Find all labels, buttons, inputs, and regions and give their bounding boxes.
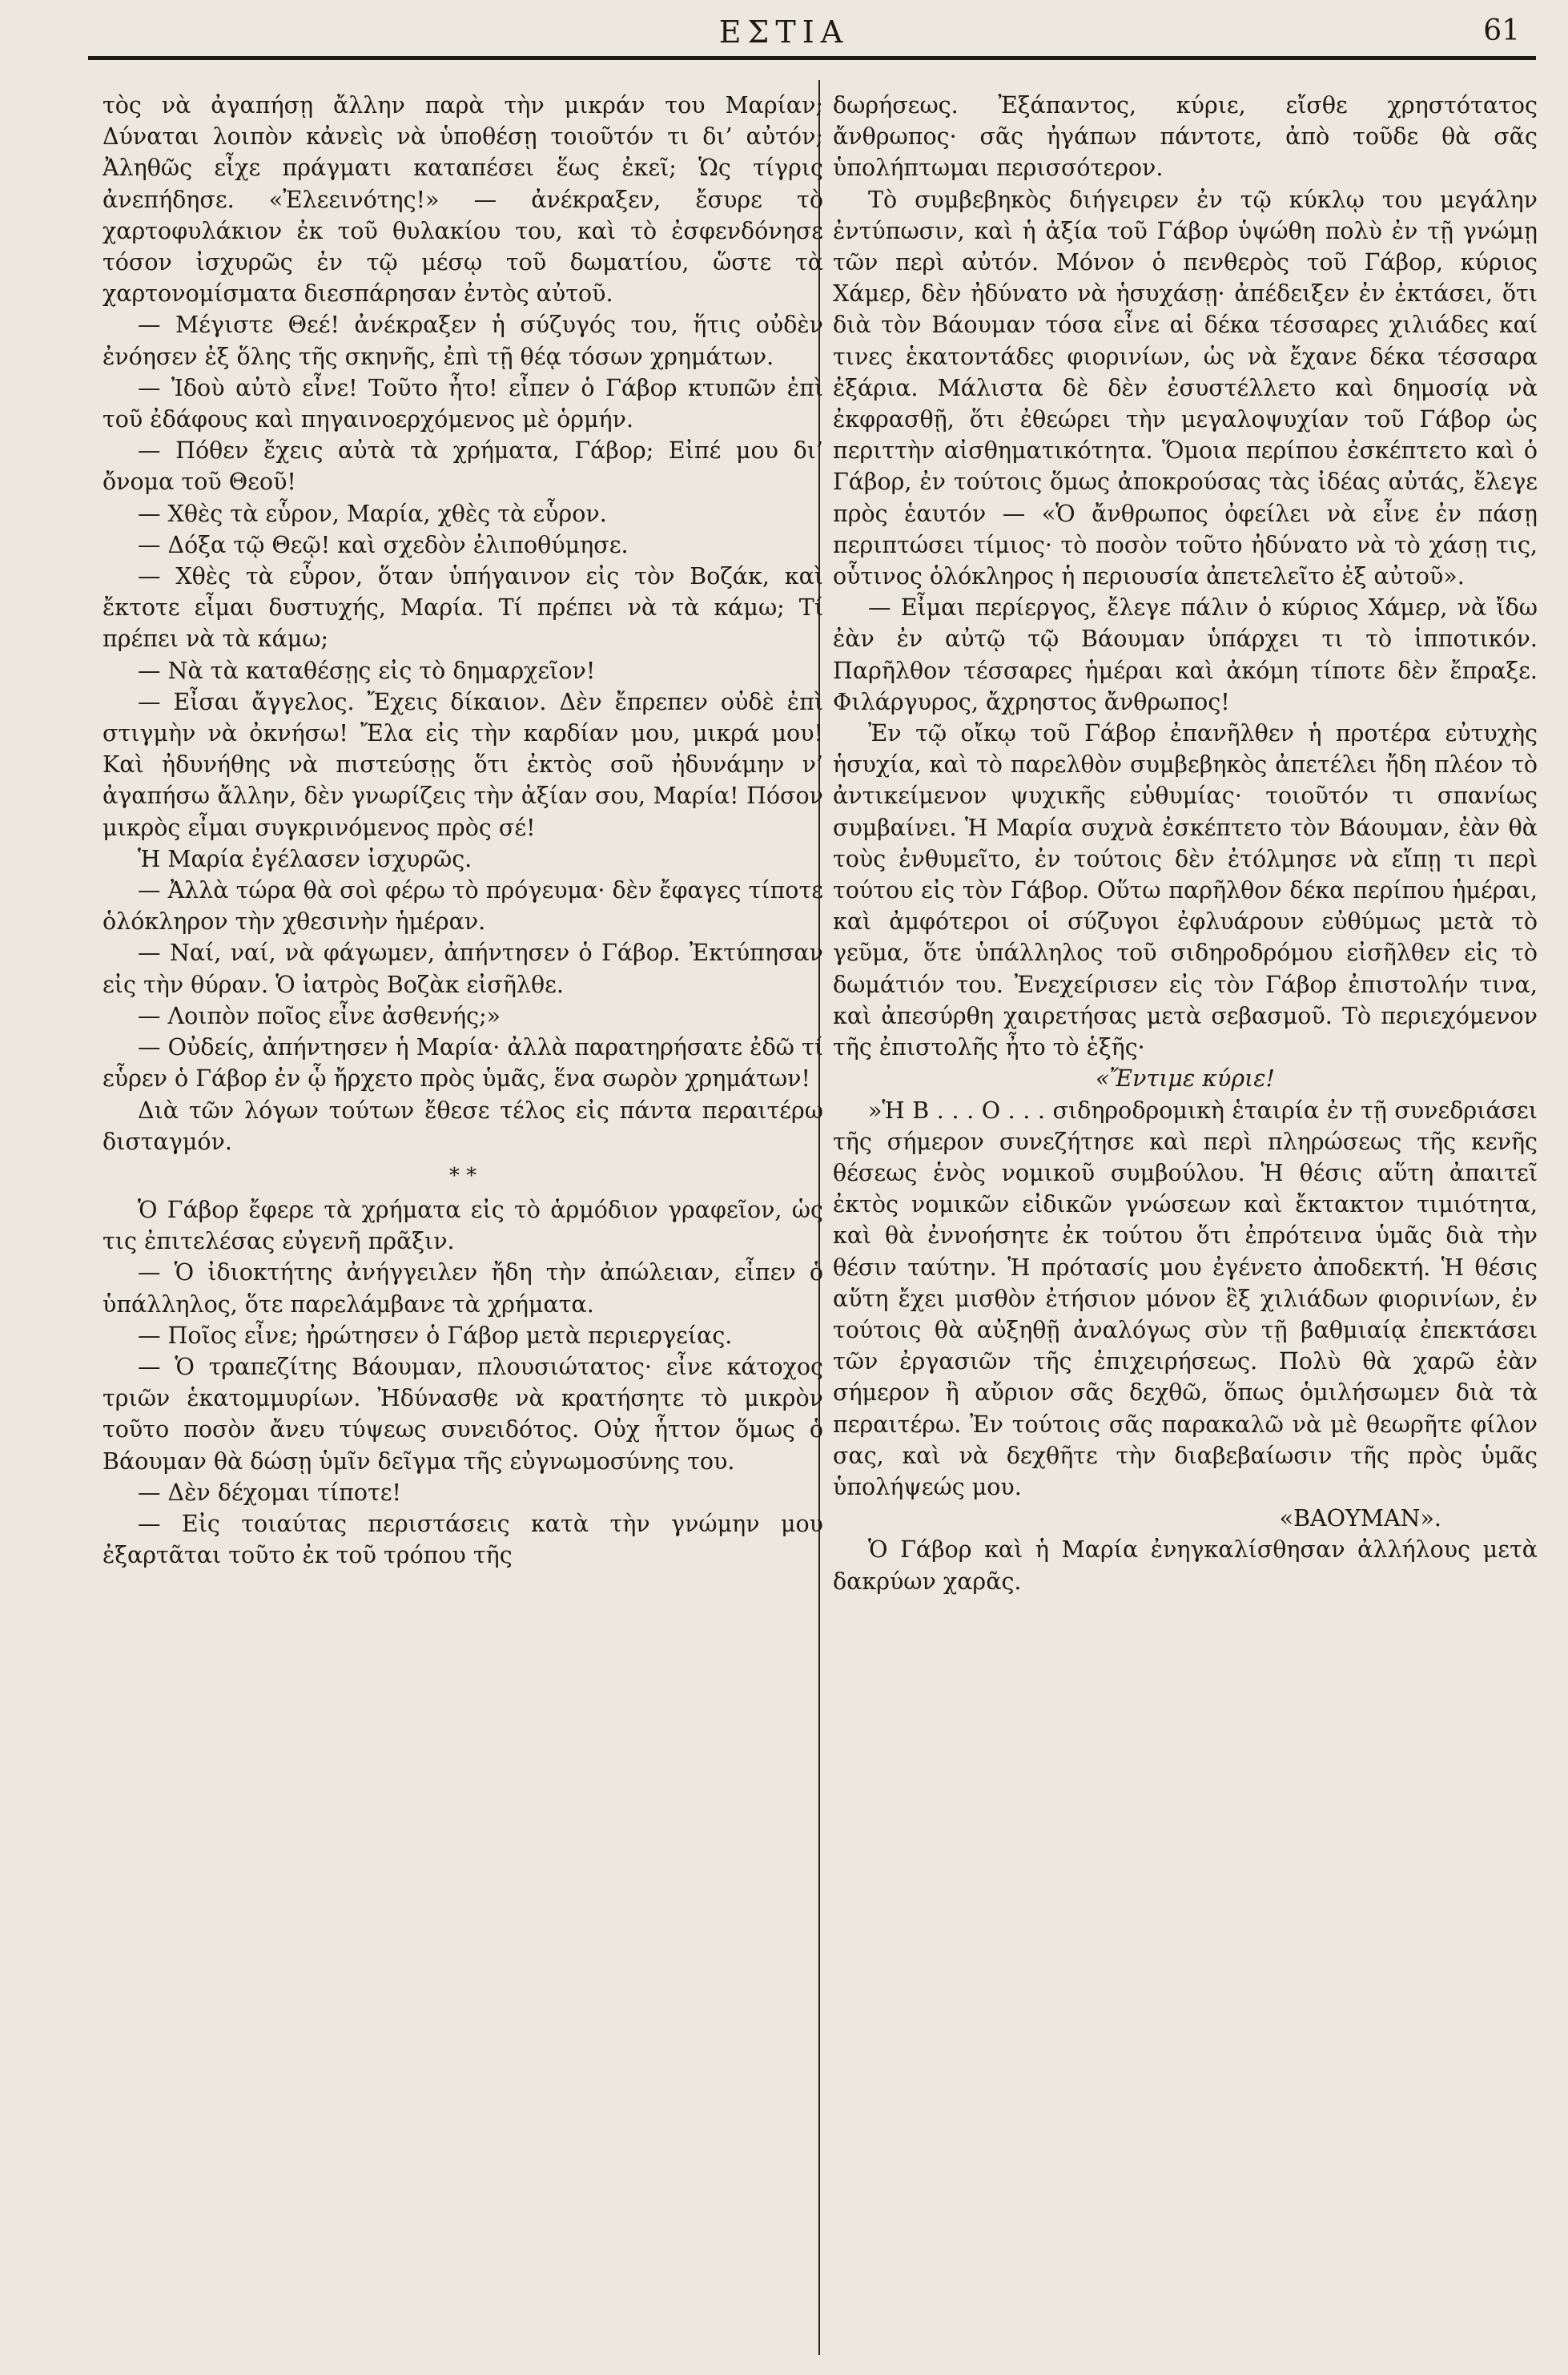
paragraph: — Ἰδοὺ αὐτὸ εἶνε! Τοῦτο ἦτο! εἶπεν ὁ Γάβορ κτυπῶν ἐπὶ τοῦ ἐδάφους καὶ πηγαινοερχόμενος μὲ ὁρμήν.: [103, 374, 823, 433]
paragraph: — Εἶσαι ἄγγελος. Ἔχεις δίκαιον. Δὲν ἔπρεπεν οὐδὲ ἐπὶ στιγμὴν νὰ ὀκνήσω! Ἔλα εἰς τὴν καρδίαν μου, μικρά μου! Καὶ ἠδυνήθης νὰ πιστεύσῃς ὅτι ἐκτὸς σοῦ ἠδυνάμην ν’ ἀγαπήσω ἄλλην, δὲν γνωρίζεις τὴν ἀξίαν σου, Μαρία! Πόσον μικρὸς εἶμαι συγκρινόμενος πρὸς σέ!: [103, 688, 823, 841]
publication-title: ΕΣΤΙΑ: [718, 14, 850, 50]
paragraph: — Χθὲς τὰ εὗρον, ὅταν ὑπήγαινον εἰς τὸν Βοζάκ, καὶ ἔκτοτε εἶμαι δυστυχής, Μαρία. Τί πρέπει νὰ τὰ κάμω; Τί πρέπει νὰ τὰ κάμω;: [103, 563, 823, 653]
paragraph: — Χθὲς τὰ εὗρον, Μαρία, χθὲς τὰ εὗρον.: [138, 500, 607, 527]
paragraph: — Λοιπὸν ποῖος εἶνε ἀσθενής;»: [138, 1002, 501, 1029]
paragraph: — Νὰ τὰ καταθέσῃς εἰς τὸ δημαρχεῖον!: [138, 657, 596, 684]
section-separator: * *: [448, 1163, 477, 1188]
paragraph: Ὁ Γάβορ ἔφερε τὰ χρήματα εἰς τὸ ἁρμόδιον γραφεῖον, ὡς τις ἐπιτελέσας εὐγενῆ πρᾶξιν.: [103, 1196, 823, 1255]
letter-signature: «ΒΑΟΥΜΑΝ».: [1279, 1505, 1441, 1532]
page-number: 61: [1483, 14, 1520, 47]
header-rule: [88, 56, 1536, 60]
paragraph: — Μέγιστε Θεέ! ἀνέκραξεν ἡ σύζυγός του, ἥτις οὐδὲν ἐνόησεν ἐξ ὅλης τῆς σκηνῆς, ἐπὶ τῇ θέᾳ τόσων χρημάτων.: [103, 312, 823, 370]
paragraph: — Πόθεν ἔχεις αὐτὰ τὰ χρήματα, Γάβορ; Εἰπέ μου δι’ ὄνομα τοῦ Θεοῦ!: [103, 437, 823, 496]
paragraph: Ὁ Γάβορ καὶ ἡ Μαρία ἐνηγκαλίσθησαν ἀλλήλους μετὰ δακρύων χαρᾶς.: [833, 1536, 1538, 1595]
paragraph: — Ἀλλὰ τώρα θὰ σοὶ φέρω τὸ πρόγευμα· δὲν ἔφαγες τίποτε ὁλόκληρον τὴν χθεσινὴν ἡμέραν.: [103, 877, 823, 936]
letter-paragraph: »Ἡ Β . . . Ο . . . σιδηροδρομικὴ ἑταιρία ἐν τῇ συνεδριάσει τῆς σήμερον συνεζήτησε καὶ περὶ πληρώσεως τῆς κενῆς θέσεως ἑνὸς νομικοῦ συμβούλου. Ἡ θέσις αὕτη ἀπαιτεῖ ἐκτὸς νομικῶν εἰδικῶν γνώσεων καὶ ἔκτακτον τιμιότητα, καὶ θὰ ἐννοήσητε ἐκ τούτου ὅτι ἐπρότεινα ὑμᾶς διὰ τὴν θέσιν ταύτην. Ἡ πρότασίς μου ἐγένετο ἀποδεκτή. Ἡ θέσις αὕτη ἔχει μισθὸν ἐτήσιον μόνον ἓξ χιλιάδων φιορινίων, ἐν τούτοις θὰ αὐξηθῇ ἀναλόγως σὺν τῇ βαθμιαίᾳ ἐπεκτάσει τῶν ἐργασιῶν τῆς ἐπιχειρήσεως. Πολὺ θὰ χαρῶ ἐὰν σήμερον ἢ αὔριον σᾶς δεχθῶ, ὅπως ὁμιλήσωμεν διὰ τὰ περαιτέρω. Ἐν τούτοις σᾶς παρακαλῶ νὰ μὲ θεωρῆτε φίλον σας, καὶ νὰ δεχθῆτε τὴν διαβεβαίωσιν τῆς πρὸς ὑμᾶς ὑπολήψεώς μου.: [833, 1097, 1538, 1500]
paragraph: Τὸ συμβεβηκὸς διήγειρεν ἐν τῷ κύκλῳ του μεγάλην ἐντύπωσιν, καὶ ἡ ἀξία τοῦ Γάβορ ὑψώθη πολὺ ἐν τῇ γνώμῃ τῶν περὶ αὐτόν. Μόνον ὁ πενθερὸς τοῦ Γάβορ, κύριος Χάμερ, δὲν ἠδύνατο νὰ ἡσυχάσῃ· ἀπέδειξεν ἐν ἐκτάσει, ὅτι διὰ τὸν Βάουμαν τόσα εἶνε αἱ δέκα τέσσαρες χιλιάδες καί τινες ἑκατοντάδες φιορινίων, ὡς νὰ ἔχανε δέκα τέσσαρα ἐξάρια. Μάλιστα δὲ δὲν ἐσυστέλλετο καὶ δημοσίᾳ νὰ ἐκφρασθῇ, ὅτι ἐθεώρει τὴν μεγαλοψυχίαν τοῦ Γάβορ ὡς περιττὴν αἰσθηματικότητα. Ὅμοια περίπου ἐσκέπτετο καὶ ὁ Γάβορ, ἐν τούτοις ὅμως ἀποκρούσας τὰς ἰδέας αὐτάς, ἔλεγε πρὸς ἑαυτόν — «Ὁ ἄνθρωπος ὀφείλει νὰ εἶνε ἐν πάσῃ περιπτώσει τίμιος· τὸ ποσὸν τοῦτο ἠδύνατο νὰ τὸ χάσῃ τις, οὗτινος ὁλόκληρος ἡ περιουσία ἀπετελεῖτο ἐξ αὐτοῦ».: [833, 186, 1538, 590]
paragraph: — Ὁ ἰδιοκτήτης ἀνήγγειλεν ἤδη τὴν ἀπώλειαν, εἶπεν ὁ ὑπάλληλος, ὅτε παρελάμβανε τὰ χρήματα.: [103, 1259, 823, 1318]
paragraph: Ἐν τῷ οἴκῳ τοῦ Γάβορ ἐπανῆλθεν ἡ προτέρα εὐτυχὴς ἡσυχία, καὶ τὸ παρελθὸν συμβεβηκὸς ἀπετέλει ἤδη πλέον τὸ ἀντικείμενον ψυχικῆς εὐθυμίας· τοιοῦτόν τι σπανίως συμβαίνει. Ἡ Μαρία συχνὰ ἐσκέπτετο τὸν Βάουμαν, ἐὰν θὰ τοὺς ἐνθυμεῖτο, ἐν τούτοις δὲν ἐτόλμησε νὰ εἴπῃ τι περὶ τούτου εἰς τὸν Γάβορ. Οὕτω παρῆλθον δέκα περίπου ἡμέραι, καὶ ἀμφότεροι οἱ σύζυγοι ἐφλυάρουν εὐθύμως μετὰ τὸ γεῦμα, ὅτε ὑπάλληλος τοῦ σιδηροδρόμου εἰσῆλθεν εἰς τὸ δωμάτιόν του. Ἐνεχείρισεν εἰς τὸν Γάβορ ἐπιστολήν τινα, καὶ ἀπεσύρθη χαιρετήσας μετὰ σεβασμοῦ. Τὸ περιεχόμενον τῆς ἐπιστολῆς ἦτο τὸ ἑξῆς·: [833, 720, 1538, 1061]
right-column: [833, 90, 1538, 2357]
paragraph: δωρήσεως. Ἐξάπαντος, κύριε, εἴσθε χρηστότατος ἄνθρωπος· σᾶς ἠγάπων πάντοτε, ἀπὸ τοῦδε θὰ σᾶς ὑπολήπτωμαι περισσότερον.: [833, 92, 1538, 182]
paragraph: τὸς νὰ ἀγαπήσῃ ἄλλην παρὰ τὴν μικράν του Μαρίαν; Δύναται λοιπὸν κἀνεὶς νὰ ὑποθέσῃ τοιοῦτόν τι δι’ αὐτόν; Ἀληθῶς εἶχε πράγματι καταπέσει ἕως ἐκεῖ; Ὡς τίγρις ἀνεπήδησε. «Ἐλεεινότης!» — ἀνέκραξεν, ἔσυρε τὸ χαρτοφυλάκιον ἐκ τοῦ θυλακίου του, καὶ τὸ ἐσφενδόνησε τόσον ἰσχυρῶς ἐν τῷ μέσῳ τοῦ δωματίου, ὥστε τὰ χαρτονομίσματα διεσπάρησαν ἐντὸς αὐτοῦ.: [103, 92, 823, 308]
paragraph: — Δὲν δέχομαι τίποτε!: [138, 1479, 401, 1506]
paragraph: Διὰ τῶν λόγων τούτων ἔθεσε τέλος εἰς πάντα περαιτέρω δισταγμόν.: [103, 1097, 823, 1155]
running-head: [0, 14, 1568, 62]
paragraph: — Ὁ τραπεζίτης Βάουμαν, πλουσιώτατος· εἶνε κάτοχος τριῶν ἑκατομμυρίων. Ἠδύνασθε νὰ κρατήσητε τὸ μικρὸν τοῦτο ποσὸν ἄνευ τύψεως συνειδότος. Οὐχ ἧττον ὅμως ὁ Βάουμαν θὰ δώσῃ ὑμῖν δεῖγμα τῆς εὐγνωμοσύνης του.: [103, 1353, 823, 1475]
paragraph: — Οὐδείς, ἀπήντησεν ἡ Μαρία· ἀλλὰ παρατηρήσατε ἐδῶ τί εὗρεν ὁ Γάβορ ἐν ᾧ ἤρχετο πρὸς ὑμᾶς, ἕνα σωρὸν χρημάτων!: [103, 1034, 823, 1093]
paragraph: — Ναί, ναί, νὰ φάγωμεν, ἀπήντησεν ὁ Γάβορ. Ἐκτύπησαν εἰς τὴν θύραν. Ὁ ἰατρὸς Βοζὰκ εἰσῆλθε.: [103, 940, 823, 998]
paragraph: — Δόξα τῷ Θεῷ! καὶ σχεδὸν ἐλιποθύμησε.: [138, 531, 629, 558]
paragraph: Ἡ Μαρία ἐγέλασεν ἰσχυρῶς.: [138, 845, 472, 872]
paragraph: — Εἶμαι περίεργος, ἔλεγε πάλιν ὁ κύριος Χάμερ, νὰ ἴδω ἐὰν ἐν αὐτῷ τῷ Βάουμαν ὑπάρχει τι τὸ ἱπποτικόν. Παρῆλθον τέσσαρες ἡμέραι καὶ ἀκόμη τίποτε δὲν ἔπραξε. Φιλάργυρος, ἄχρηστος ἄνθρωπος!: [833, 594, 1538, 715]
left-column: [103, 90, 823, 2357]
letter-salutation: «Ἔντιμε κύριε!: [1095, 1065, 1275, 1093]
paragraph: — Εἰς τοιαύτας περιστάσεις κατὰ τὴν γνώμην μου ἐξαρτᾶται τοῦτο ἐκ τοῦ τρόπου τῆς: [103, 1510, 823, 1569]
paragraph: — Ποῖος εἶνε; ἠρώτησεν ὁ Γάβορ μετὰ περιεργείας.: [138, 1322, 733, 1349]
